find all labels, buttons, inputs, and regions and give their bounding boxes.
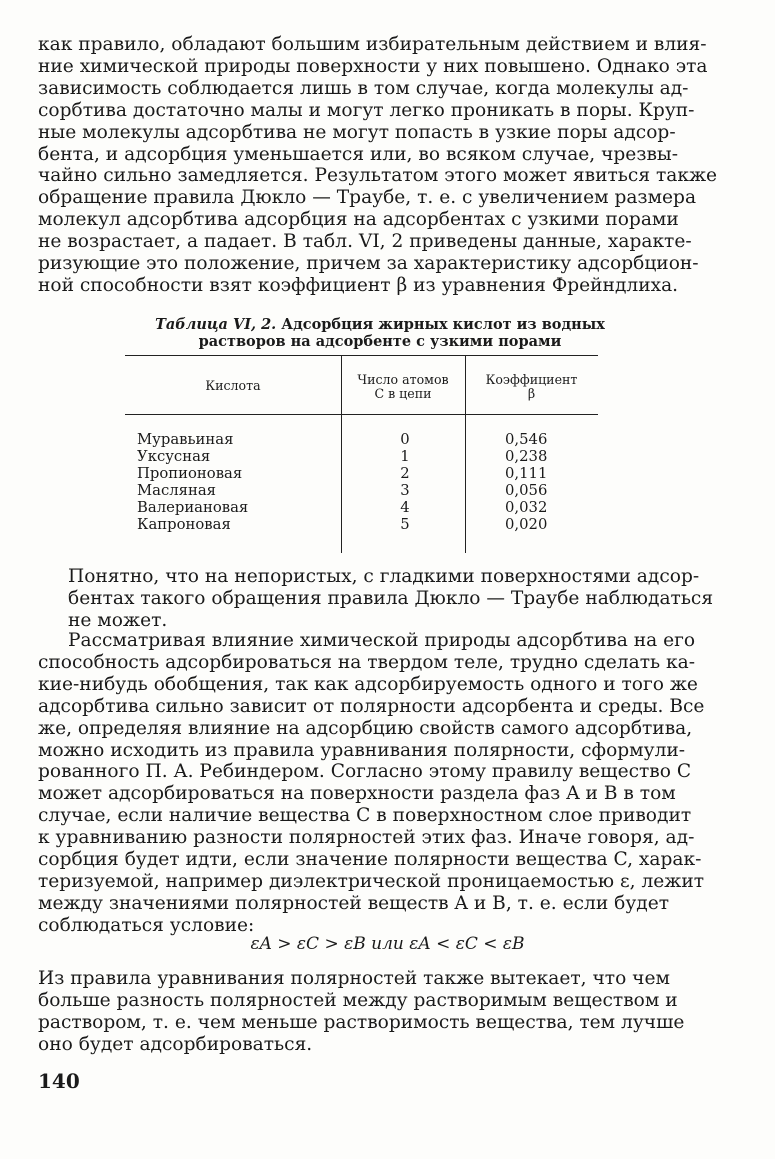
- table-cell-coefficient: 0,020: [505, 516, 548, 533]
- table-cell-acid: Масляная: [137, 482, 217, 499]
- text-line: ние химической природы поверхности у них повышено. Однако эта: [38, 55, 708, 77]
- text-line: к уравниванию разности полярностей этих фаз. Иначе говоря, ад-: [38, 827, 695, 849]
- text-line: сорбтива достаточно малы и могут легко проникать в поры. Круп-: [38, 99, 695, 121]
- text-line: как правило, обладают большим избирательным действием и влия-: [38, 34, 707, 55]
- table-header-rule: [125, 414, 598, 415]
- text-line: кие-нибудь обобщения, так как адсорбируемость одного и того же: [38, 673, 698, 695]
- table-cell-coefficient: 0,032: [505, 499, 548, 516]
- text-line: раствором, т. е. чем меньше растворимость вещества, тем лучше: [38, 1011, 685, 1033]
- text-line: Из правила уравнивания полярностей также вытекает, что чем: [38, 968, 670, 989]
- table-caption: [130, 316, 630, 350]
- text-line: зависимость соблюдается лишь в том случае, когда молекулы ад-: [38, 77, 689, 99]
- text-line: ные молекулы адсорбтива не могут попасть в узкие поры адсор-: [38, 121, 676, 143]
- text-line: бента, и адсорбция уменьшается или, во всяком случае, чрезвы-: [38, 143, 679, 165]
- table-top-rule: [125, 355, 598, 356]
- text-line: соблюдаться условие:: [38, 914, 255, 936]
- table-cell-acid: Капроновая: [137, 516, 231, 533]
- table-cell-atoms: 0: [400, 431, 410, 448]
- text-line: чайно сильно замедляется. Результатом этого может явиться также: [38, 165, 718, 187]
- paragraph-polarity-rule: [38, 630, 705, 937]
- text-line: не возрастает, а падает. В табл. VI, 2 приведены данные, характе-: [38, 231, 692, 253]
- table-cell-coefficient: 0,238: [505, 448, 548, 465]
- text-line: теризуемой, например диэлектрической проницаемостью ε, лежит: [38, 870, 705, 892]
- adsorption-table: [125, 355, 598, 553]
- table-cell-coefficient: 0,111: [505, 465, 548, 482]
- table-caption-line2: растворов на адсорбенте с узкими порами: [198, 333, 562, 350]
- text-line: адсорбтива сильно зависит от полярности адсорбента и среды. Все: [38, 695, 705, 717]
- text-line: Понятно, что на непористых, с гладкими поверхностями адсор-: [68, 566, 700, 587]
- table-caption-line1: Адсорбция жирных кислот из водных: [281, 316, 605, 333]
- table-cell-coefficient: 0,546: [505, 431, 548, 448]
- table-header-atoms: Число атомов C в цепи: [357, 372, 449, 401]
- paragraph-conclusion: [38, 968, 700, 1056]
- table-cell-atoms: 5: [400, 516, 410, 533]
- page-number: 140: [38, 1069, 80, 1093]
- text-line: можно исходить из правила уравнивания полярности, сформули-: [38, 739, 686, 761]
- text-line: рованного П. А. Ребиндером. Согласно этому правилу вещество C: [38, 761, 692, 783]
- text-line: Рассматривая влияние химической природы адсорбтива на его: [68, 630, 696, 651]
- table-cell-coefficient: 0,056: [505, 482, 548, 499]
- table-cell-acid: Уксусная: [137, 448, 211, 465]
- table-cell-acid: Муравьиная: [137, 431, 234, 448]
- table-cell-atoms: 1: [400, 448, 410, 465]
- text-line: бентах такого обращения правила Дюкло — Траубе наблюдаться: [68, 587, 714, 609]
- paragraph-intro: [38, 34, 718, 297]
- text-line: ризующие это положение, причем за характеристику адсорбцион-: [38, 253, 699, 275]
- text-line: сорбция будет идти, если значение полярности вещества C, харак-: [38, 849, 702, 871]
- table-cell-atoms: 4: [400, 499, 410, 516]
- text-line: случае, если наличие вещества C в поверхностном слое приводит: [38, 805, 692, 827]
- polarity-condition-equation: εA > εC > εB или εA < εC < εB: [250, 934, 525, 954]
- text-line: способность адсорбироваться на твердом теле, трудно сделать ка-: [38, 651, 696, 673]
- text-line: обращение правила Дюкло — Траубе, т. е. с увеличением размера: [38, 187, 697, 209]
- text-line: молекул адсорбтива адсорбция на адсорбентах с узкими порами: [38, 209, 679, 231]
- table-header-acid: Кислота: [205, 378, 261, 393]
- table-cell-atoms: 3: [400, 482, 410, 499]
- text-line: может адсорбироваться на поверхности раздела фаз A и B в том: [38, 783, 676, 805]
- table-caption-label: Таблица VI, 2.: [155, 316, 277, 333]
- text-line: же, определяя влияние на адсорбцию свойств самого адсорбтива,: [38, 717, 693, 739]
- paragraph-nonporous: [38, 566, 714, 632]
- text-line: не может.: [68, 609, 168, 631]
- text-line: ной способности взят коэффициент β из уравнения Фрейндлиха.: [38, 274, 679, 296]
- text-line: больше разность полярностей между растворимым веществом и: [38, 989, 678, 1011]
- table-cell-acid: Пропионовая: [137, 465, 243, 482]
- table-header-coefficient: Коэффициент β: [485, 372, 578, 401]
- text-line: между значениями полярностей веществ A и B, т. е. если будет: [38, 892, 669, 914]
- text-line: оно будет адсорбироваться.: [38, 1033, 313, 1055]
- table-cell-atoms: 2: [400, 465, 410, 482]
- table-cell-acid: Валериановая: [137, 499, 249, 516]
